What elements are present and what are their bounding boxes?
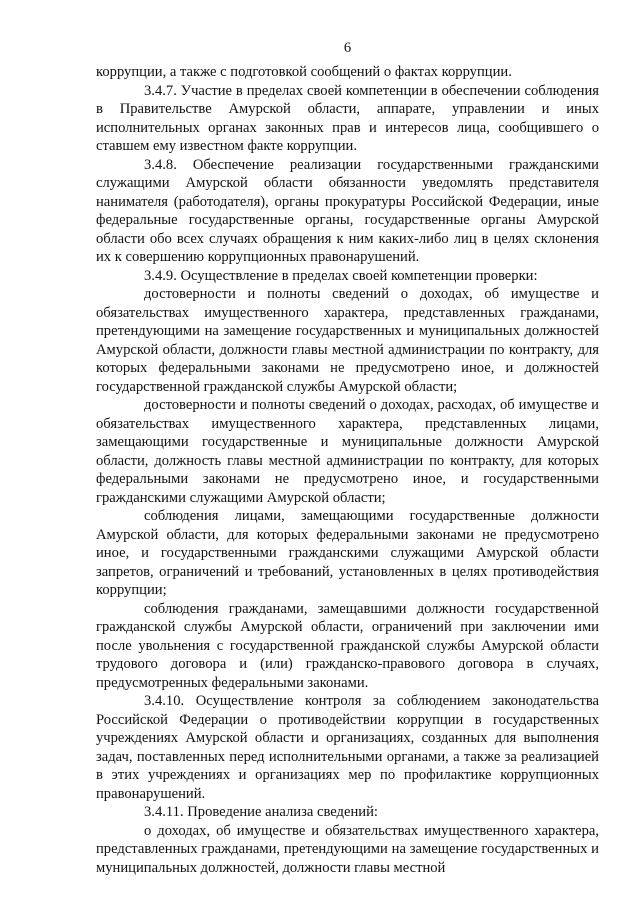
paragraph-3-4-9-item-4: соблюдения гражданами, замещавшими должности государственной гражданской службы Амурской области, ограничений при заключении ими после увольнения с государственной гражданской службы Амурской области трудового договора и (или) гражданско-правового договора в случаях, предусмотренных федеральными законами. <box>96 600 599 691</box>
document-page <box>96 0 599 905</box>
paragraph-3-4-9: 3.4.9. Осуществление в пределах своей компетенции проверки: <box>144 267 538 284</box>
paragraph-3-4-9-item-1: достоверности и полноты сведений о доходах, об имуществе и обязательствах имущественного характера, представленных гражданами, претендующими на замещение государственных и муниципальных должностей Амурской области, должности главы местной администрации по контракту, для которых федеральными законами не предусмотрено иное, и должностей государственной гражданской службы Амурской области; <box>96 286 599 395</box>
paragraph-3-4-10: 3.4.10. Осуществление контроля за соблюдением законодательства Российской Федерации о противодействии коррупции в государственных учреждениях Амурской области и организациях, созданных для выполнения задач, поставленных перед исполнительными органами, а также за реализацией в этих учреждениях и организациях мер по профилактике коррупционных правонарушений. <box>96 693 599 802</box>
paragraph-3-4-7: 3.4.7. Участие в пределах своей компетенции в обеспечении соблюдения в Правительстве Амурской области, аппарате, управлении и иных исполнительных органах законных прав и интересов лица, сообщившего о ставшем ему известном факте коррупции. <box>96 82 599 154</box>
page-number: 6 <box>343 40 352 56</box>
paragraph-3-4-11: 3.4.11. Проведение анализа сведений: <box>144 804 378 820</box>
paragraph-3-4-8: 3.4.8. Обеспечение реализации государственными гражданскими служащими Амурской области обязанности уведомлять представителя нанимателя (работодателя), органы прокуратуры Российской Федерации, иные федеральные государственные органы, государственные органы Амурской области обо всех случаях обращения к ним каких-либо лиц в целях склонения их к совершению коррупционных правонарушений. <box>96 156 599 265</box>
paragraph-continuation: коррупции, а также с подготовкой сообщений о фактах коррупции. <box>96 64 512 80</box>
paragraph-3-4-9-item-3: соблюдения лицами, замещающими государственные должности Амурской области, для которых федеральными законами не предусмотрено иное, и государственными гражданскими служащими Амурской области запретов, ограничений и требований, установленных в целях противодействия коррупции; <box>96 508 599 598</box>
paragraph-3-4-11-item-1: о доходах, об имуществе и обязательствах имущественного характера, представленных гражданами, претендующими на замещение государственных и муниципальных должностей, должности главы местной <box>96 822 599 876</box>
paragraph-3-4-9-item-2: достоверности и полноты сведений о доходах, расходах, об имуществе и обязательствах имущественного характера, представленных лицами, замещающими государственные и муниципальные должности Амурской области, должность главы местной администрации по контракту, для которых федеральными законами не предусмотрено иное, и государственными гражданскими служащими Амурской области; <box>96 397 599 506</box>
